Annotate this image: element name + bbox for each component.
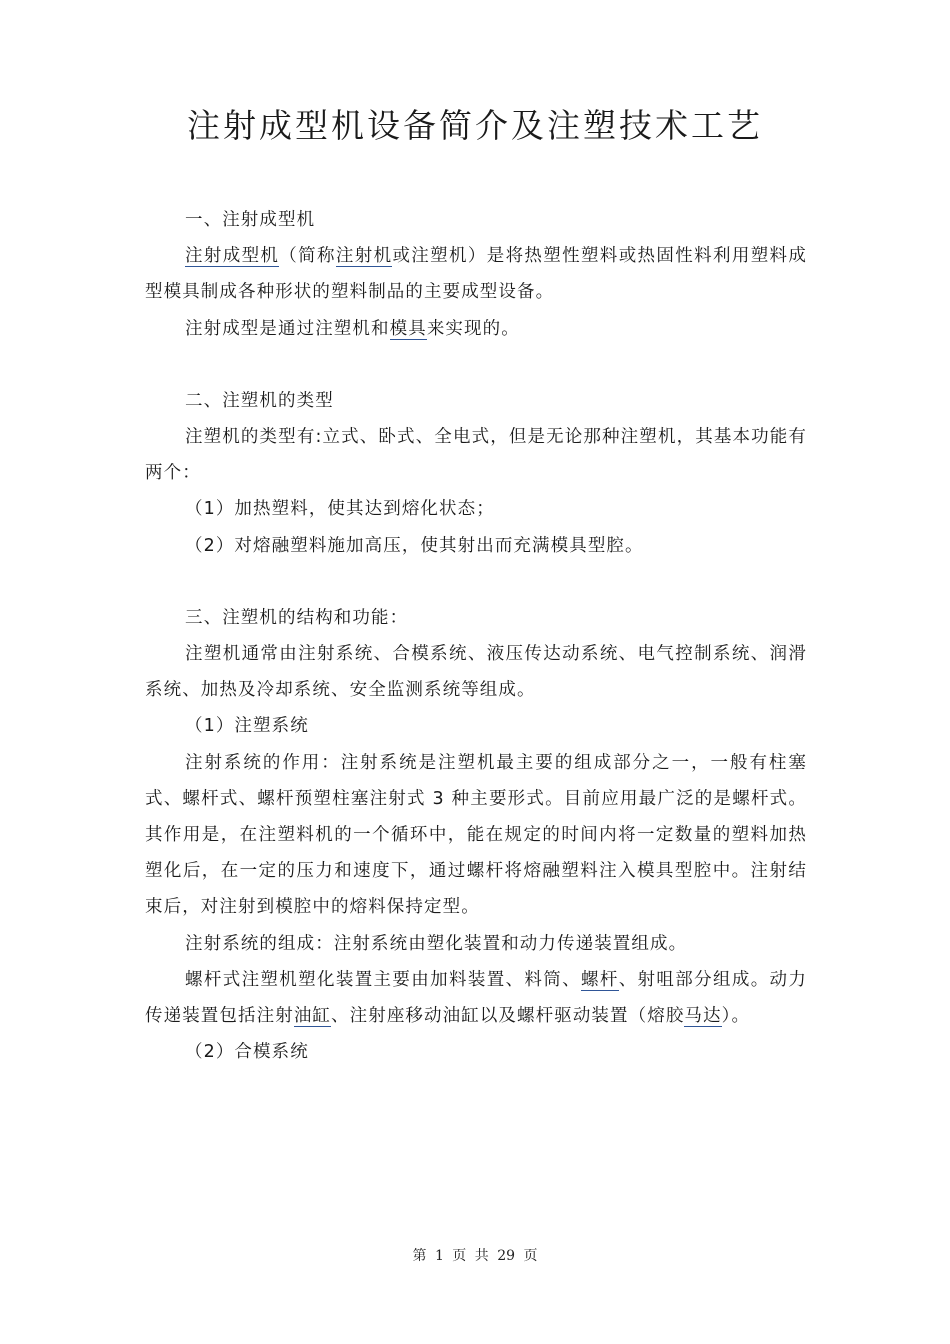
text-span: 、注射座移动油缸以及螺杆驱动装置（熔胶	[331, 1006, 685, 1027]
subheading-clamping-system: （2）合模系统	[185, 1042, 309, 1063]
text-span: 螺杆式注塑机塑化装置主要由加料装置、料筒、	[185, 969, 581, 990]
text-span: 或注塑机）是将热塑性塑料或热固性料利用塑料成型模具制成各种形状的塑料制品的主要成型设备。	[145, 246, 807, 303]
paragraph-injection-machine-definition	[145, 238, 807, 310]
page-footer: 第 1 页 共 29 页	[412, 1248, 538, 1264]
section-heading-2: 二、注塑机的类型	[185, 390, 334, 411]
subheading-injection-system: （1）注塑系统	[185, 716, 309, 737]
list-item-heating: （1）加热塑料，使其达到熔化状态；	[185, 499, 495, 520]
document-body	[145, 202, 807, 1070]
link-injection-molding-machine[interactable]: 注射成型机	[185, 246, 280, 267]
paragraph-screw-plasticizing	[145, 962, 807, 1034]
paragraph-mold	[145, 311, 807, 347]
text-span: ）。	[721, 1006, 751, 1027]
paragraph-injection-composition: 注射系统的组成：注射系统由塑化装置和动力传递装置组成。	[185, 933, 688, 954]
text-span: 注射成型是通过注塑机和	[185, 318, 390, 339]
link-injection-machine[interactable]: 注射机	[335, 246, 393, 267]
link-screw[interactable]: 螺杆	[580, 969, 619, 990]
document-title: 注射成型机设备简介及注塑技术工艺	[187, 106, 763, 145]
paragraph-structure: 注塑机通常由注射系统、合模系统、液压传达动系统、电气控制系统、润滑系统、加热及冷却系统、安全监测系统等组成。	[145, 644, 807, 701]
text-span: 来实现的。	[426, 318, 520, 339]
link-motor[interactable]: 马达	[684, 1006, 722, 1027]
link-oil-cylinder[interactable]: 油缸	[293, 1006, 332, 1027]
spacer	[145, 347, 807, 383]
paragraph-machine-types: 注塑机的类型有:立式、卧式、全电式，但是无论那种注塑机，其基本功能有两个：	[145, 427, 807, 484]
section-heading-1: 一、注射成型机	[185, 210, 316, 230]
spacer	[145, 564, 807, 600]
list-item-pressure: （2）对熔融塑料施加高压，使其射出而充满模具型腔。	[185, 535, 644, 556]
text-span: （简称	[279, 246, 336, 267]
section-heading-3: 三、注塑机的结构和功能：	[185, 607, 409, 628]
link-mold[interactable]: 模具	[389, 318, 427, 339]
text-span: 、射咀部分组成。动力传递装置包括注射	[145, 969, 808, 1027]
paragraph-injection-function: 注射系统的作用：注射系统是注塑机最主要的组成部分之一，一般有柱塞式、螺杆式、螺杆预塑柱塞注射式 3 种主要形式。目前应用最广泛的是螺杆式。其作用是，在注塑料机的一个循环中，能在规定的时间内将一定数量的塑料加热塑化后，在一定的压力和速度下，通过螺杆将熔融塑料注入模具型腔中。注射结束后，对注射到模腔中的熔料保持定型。	[145, 752, 807, 918]
